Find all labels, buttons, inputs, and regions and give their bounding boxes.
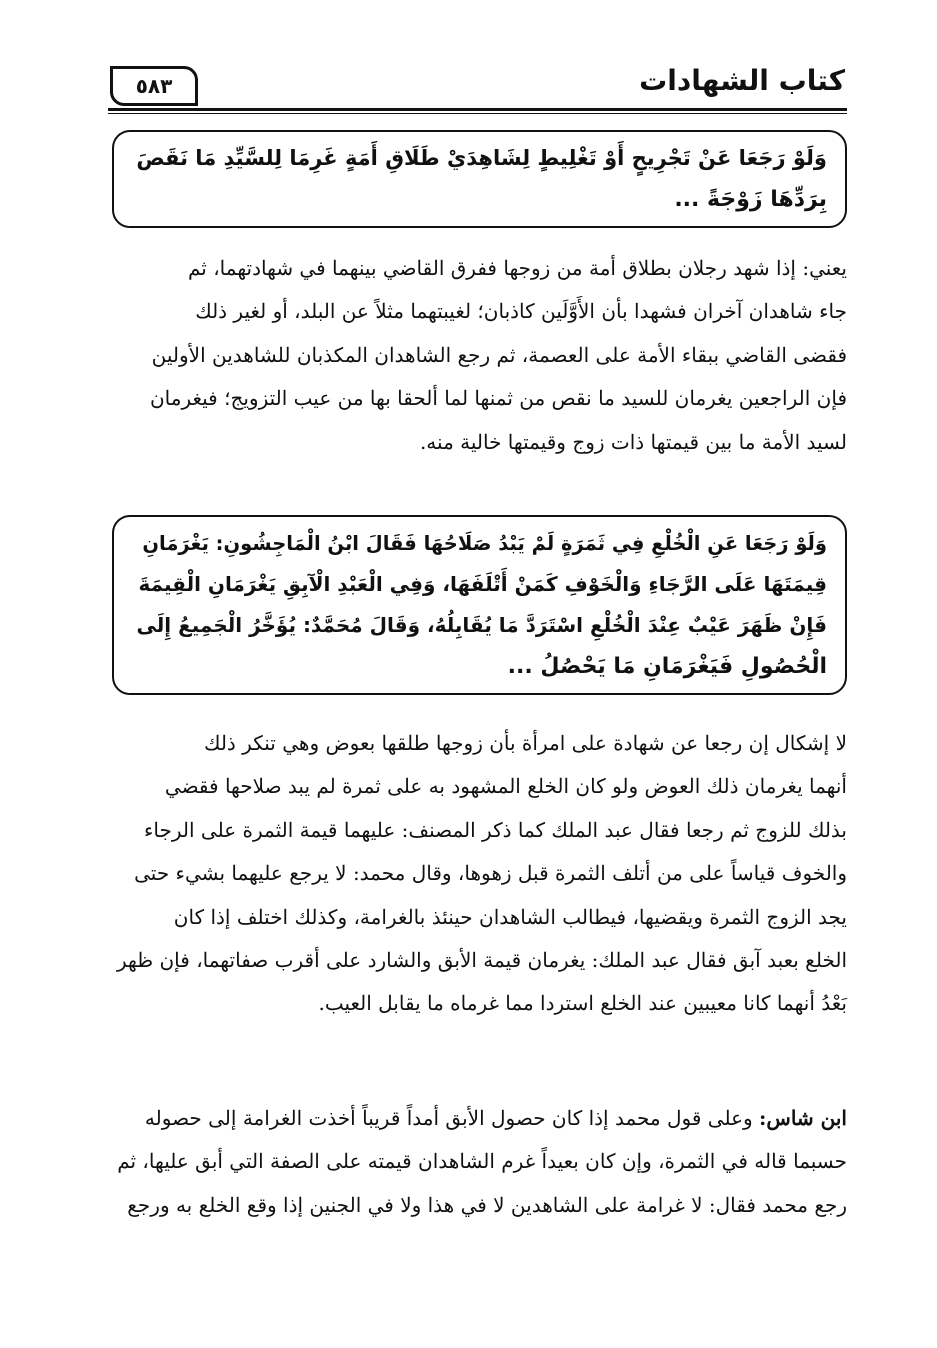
matn-line: فَإِنْ ظَهَرَ عَيْبٌ عِنْدَ الْخُلْعِ اسْتَرَدَّ مَا يُقَابِلُهُ، وَقَالَ مُحَمَّدٌ: يُؤَخَّرُ الْجَمِيعُ إِلَى xyxy=(136,613,827,637)
text-run: وعلى قول محمد إذا كان حصول الأبق أمداً قريباً أخذت الغرامة إلى حصوله xyxy=(144,1106,760,1130)
quoted-author: ابن شاس: xyxy=(759,1106,847,1130)
text-line: فقضى القاضي ببقاء الأمة على العصمة، ثم رجع الشاهدان المكذبان للشاهدين الأولين xyxy=(151,342,847,367)
book-title: كتاب الشهادات xyxy=(639,64,845,97)
text-line: يجد الزوج الثمرة ويقضيها، فيطالب الشاهدان حينئذ بالغرامة، وكذلك اختلف إذا كان xyxy=(173,904,847,929)
matn-line: وَلَوْ رَجَعَا عَنْ تَجْرِيحٍ أَوْ تَغْلِيطٍ لِشَاهِدَيْ طَلَاقِ أَمَةٍ غَرِمَا لِلسَّيِّدِ مَا نَقَصَ xyxy=(136,146,827,170)
matn-line: الْحُصُولِ فَيَغْرَمَانِ مَا يَحْصُلُ ... xyxy=(507,654,827,679)
text-line: الخلع بعبد آبق فقال عبد الملك: يغرمان قيمة الأبق والشارد على أقرب صفاتهما، فإن ظهر xyxy=(116,948,847,973)
text-line: لسيد الأمة ما بين قيمتها ذات زوج وقيمتها خالية منه. xyxy=(419,429,847,454)
text-line: يعني: إذا شهد رجلان بطلاق أمة من زوجها ففرق القاضي بينهما في شهادتهما، ثم xyxy=(187,256,847,280)
commentary-paragraph-3 xyxy=(112,1097,847,1227)
text-line: بَعْدُ أنهما كانا معيبين عند الخلع استردا مما غرماه ما يقابل العيب. xyxy=(318,991,847,1016)
text-line: حسبما قاله في الثمرة، وإن كان بعيداً غرم الشاهدان قيمته على الصفة التي أبق عليها، ثم xyxy=(117,1149,847,1174)
matn-line: وَلَوْ رَجَعَا عَنِ الْخُلْعِ فِي ثَمَرَةٍ لَمْ يَبْدُ صَلَاحُهَا فَقَالَ ابْنُ الْمَاجِشُونِ: يَغْرَمَانِ xyxy=(142,532,827,555)
matn-line: قِيمَتَهَا عَلَى الرَّجَاءِ وَالْخَوْفِ كَمَنْ أَتْلَفَهَا، وَفِي الْعَبْدِ الْآبِقِ يَغْرَمَانِ الْقِيمَةَ xyxy=(138,572,827,596)
commentary-paragraph-1 xyxy=(112,247,847,464)
text-line: لا إشكال إن رجعا عن شهادة على امرأة بأن زوجها طلقها بعوض وهي تنكر ذلك xyxy=(203,731,847,755)
page-number: ٥٨٣ xyxy=(110,66,198,106)
text-line xyxy=(112,1097,847,1140)
text-line: بذلك للزوج ثم رجعا فقال عبد الملك كما ذكر المصنف: عليهما قيمة الثمرة على الرجاء xyxy=(144,817,847,842)
text-line: جاء شاهدان آخران فشهدا بأن الأَوَّلَين كاذبان؛ لغيبتهما مثلاً عن البلد، أو لغير ذلك xyxy=(195,299,847,324)
text-line: رجع محمد فقال: لا غرامة على الشاهدين لا في هذا ولا في الجنين إذا وقع الخلع به ورجع xyxy=(127,1192,847,1217)
commentary-paragraph-2 xyxy=(112,722,847,1026)
matn-box-2 xyxy=(112,515,847,695)
page-header xyxy=(110,62,845,108)
text-line: والخوف قياساً على من أتلف الثمرة قبل زهوها، وقال محمد: لا يرجع عليهما بشيء حتى xyxy=(134,861,847,886)
header-rule-thin xyxy=(108,113,847,114)
text-line: أنهما يغرمان ذلك العوض ولو كان الخلع المشهود به على ثمرة لم يبد صلاحها فقضي xyxy=(164,774,847,799)
header-rule xyxy=(108,108,847,111)
matn-line: بِرَدِّهَا زَوْجَةً ... xyxy=(674,187,827,212)
matn-box-1 xyxy=(112,130,847,228)
text-line: فإن الراجعين يغرمان للسيد ما نقص من ثمنها لما ألحقا بها من عيب التزويج؛ فيغرمان xyxy=(149,386,847,411)
